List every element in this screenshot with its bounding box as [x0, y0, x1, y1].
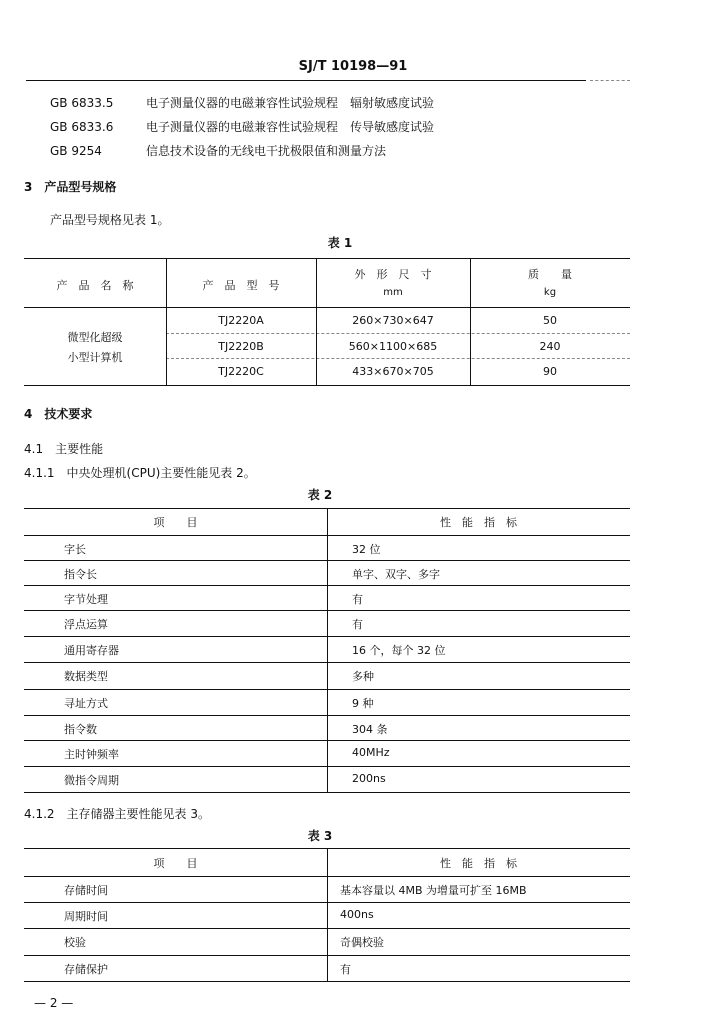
section-4-1-heading: 4.1 主要性能	[24, 442, 104, 456]
table-row-item: 存储时间	[64, 884, 108, 897]
table-row-item: 微指令周期	[64, 774, 119, 787]
table-row-item: 寻址方式	[64, 697, 108, 710]
table-row-spec: 有	[352, 618, 363, 631]
section-4-1-2-heading: 4.1.2 主存储器主要性能见表 3。	[24, 807, 210, 821]
table-row-item: 周期时间	[64, 910, 108, 923]
table-3-header-spec: 性 能 指 标	[440, 857, 517, 870]
table-row-mass: 90	[543, 365, 557, 378]
table-row-spec: 9 种	[352, 697, 374, 710]
section-4-1-1-heading: 4.1.1 中央处理机(CPU)主要性能见表 2。	[24, 466, 256, 480]
section-4-heading: 4 技术要求	[24, 407, 93, 421]
ref-title: 信息技术设备的无线电干扰极限值和测量方法	[146, 144, 387, 158]
ref-title: 电子测量仪器的电磁兼容性试验规程 传导敏感度试验	[146, 120, 435, 134]
standard-number: SJ/T 10198—91	[298, 59, 408, 74]
table-row-spec: 有	[340, 963, 351, 976]
section-3-intro: 产品型号规格见表 1。	[50, 213, 170, 227]
table-row-item: 指令数	[64, 723, 97, 736]
table-row-spec: 200ns	[352, 772, 386, 785]
table-row-spec: 多种	[352, 670, 374, 683]
table-row-item: 浮点运算	[64, 618, 108, 631]
ref-code: GB 6833.5	[50, 96, 114, 110]
table-row-spec: 400ns	[340, 908, 374, 921]
table-row-spec: 单字、双字、多字	[352, 568, 440, 581]
table-1-header-dim: 外 形 尺 寸	[354, 268, 432, 281]
table-row-mass: 50	[543, 314, 557, 327]
ref-code: GB 9254	[50, 144, 102, 158]
table-3-caption: 表 3	[307, 829, 333, 843]
table-row-model: TJ2220C	[218, 365, 264, 378]
table-row-item: 数据类型	[64, 670, 108, 683]
table-row-model: TJ2220A	[218, 314, 264, 327]
table-2-header-item: 项 目	[153, 516, 198, 529]
table-row-item: 字长	[64, 543, 86, 556]
table-row-spec: 304 条	[352, 723, 388, 736]
table-2-caption: 表 2	[307, 488, 333, 502]
table-2-header-spec: 性 能 指 标	[440, 516, 517, 529]
table-row-item: 字节处理	[64, 593, 108, 606]
table-row-spec: 40MHz	[352, 746, 390, 759]
table-row-dim: 560×1100×685	[348, 340, 438, 353]
table-row-dim: 433×670×705	[352, 365, 434, 378]
table-1-header-mass-unit: kg	[543, 287, 557, 298]
ref-code: GB 6833.6	[50, 120, 114, 134]
table-row-mass: 240	[539, 340, 561, 353]
table-row-item: 存储保护	[64, 963, 108, 976]
table-row-model: TJ2220B	[218, 340, 264, 353]
page-number: — 2 —	[34, 996, 74, 1010]
table-1-header-name: 产 品 名 称	[56, 279, 134, 292]
table-row-spec: 基本容量以 4MB 为增量可扩至 16MB	[340, 884, 527, 897]
table-row-item: 指令长	[64, 568, 97, 581]
table-1-header-mass: 质 量	[528, 268, 572, 281]
header-rule	[26, 80, 586, 81]
table-row-item: 通用寄存器	[64, 644, 119, 657]
table-1-caption: 表 1	[327, 236, 353, 250]
table-1-product-name: 微型化超级	[67, 331, 123, 344]
table-row-spec: 奇偶校验	[340, 936, 384, 949]
table-1-product-name: 小型计算机	[67, 351, 123, 364]
table-row-spec: 16 个，每个 32 位	[352, 644, 446, 657]
table-1-header-dim-unit: mm	[383, 287, 403, 298]
table-row-item: 主时钟频率	[64, 748, 119, 761]
ref-title: 电子测量仪器的电磁兼容性试验规程 辐射敏感度试验	[146, 96, 435, 110]
table-1-header-model: 产 品 型 号	[202, 279, 280, 292]
header-rule-tail	[590, 80, 630, 81]
section-3-heading: 3 产品型号规格	[24, 180, 117, 194]
table-row-item: 校验	[64, 936, 86, 949]
table-row-dim: 260×730×647	[352, 314, 434, 327]
table-row-spec: 32 位	[352, 543, 381, 556]
table-row-spec: 有	[352, 593, 363, 606]
table-3-header-item: 项 目	[153, 857, 198, 870]
